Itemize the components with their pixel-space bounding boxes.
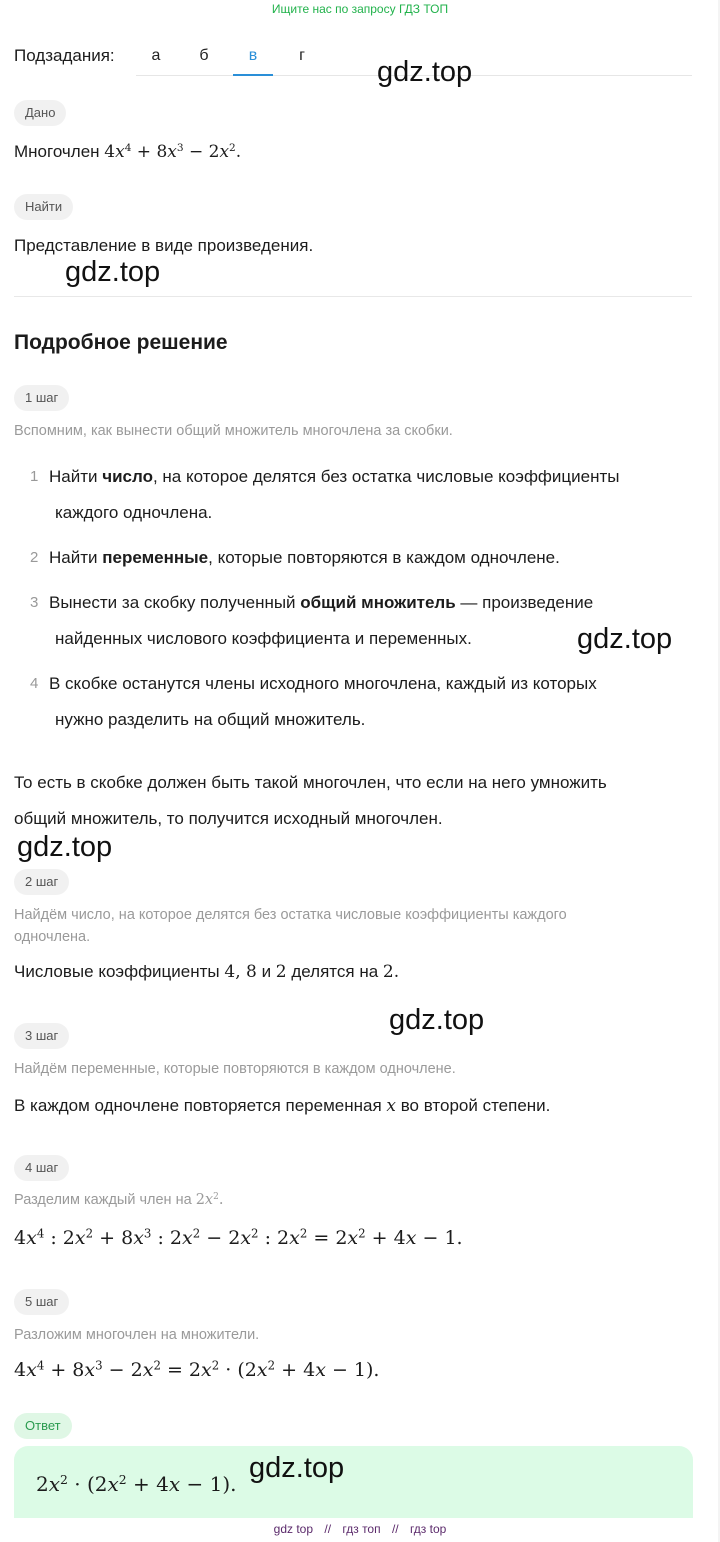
step3-text: В каждом одночлене повторяется переменная x во второй степени.: [14, 1096, 551, 1116]
watermark: gdz.top: [65, 256, 161, 288]
footer-links: [0, 1522, 720, 1536]
top-banner[interactable]: Ищите нас по запросу ГДЗ ТОП: [271, 2, 449, 16]
footer-link[interactable]: гдз top: [409, 1522, 447, 1536]
step3-pill: 3 шаг: [14, 1023, 69, 1049]
watermark: gdz.top: [249, 1452, 345, 1484]
subtasks-bar: [14, 44, 692, 76]
step4-hint: Разделим каждый член на $2x^2$.: [14, 1192, 224, 1208]
find-text: Представление в виде произведения.: [14, 236, 314, 255]
list-number: 2: [30, 549, 39, 566]
given-prefix: Многочлен: [14, 142, 100, 161]
watermark: gdz.top: [577, 623, 673, 655]
step2-text: Числовые коэффициенты 4, 8 и 2 делятся на 2.: [14, 962, 400, 982]
footer-separator: //: [391, 1522, 399, 1536]
step4-formula: $4x^4$ : $2x^2 + 8x^3$ : $2x^2 - 2x^2$ : $2x^2 = 2x^2 + 4x - 1$.: [14, 1226, 463, 1249]
step5-hint: Разложим многочлен на множители.: [14, 1327, 260, 1343]
tab-a[interactable]: а: [151, 47, 161, 64]
list-number: 3: [30, 594, 39, 611]
step1-hint: Вспомним, как вынести общий множитель многочлена за скобки.: [14, 423, 453, 439]
tab-v[interactable]: в: [233, 47, 273, 65]
footer-link[interactable]: гдз топ: [342, 1522, 381, 1536]
solution-title: Подробное решение: [14, 331, 228, 354]
subtasks-label: Подзадания:: [14, 46, 115, 65]
step5-pill: 5 шаг: [14, 1289, 69, 1315]
tab-b[interactable]: б: [199, 47, 209, 64]
list-number: 1: [30, 468, 39, 485]
footer-link[interactable]: gdz top: [273, 1522, 314, 1536]
watermark: gdz.top: [377, 56, 473, 88]
footer-separator: //: [324, 1522, 332, 1536]
step3-hint: Найдём переменные, которые повторяются в каждом одночлене.: [14, 1061, 456, 1077]
watermark: gdz.top: [389, 1004, 485, 1036]
step5-formula: $4x^4 + 8x^3 - 2x^2 = 2x^2 \cdot (2x^2 + 4x - 1)$.: [14, 1358, 380, 1381]
step1-summary-line2: общий множитель, то получится исходный многочлен.: [14, 809, 443, 828]
step1-pill: 1 шаг: [14, 385, 69, 411]
step1-summary-line1: То есть в скобке должен быть такой многочлен, что если на него умножить: [14, 773, 607, 792]
step2-hint: Найдём число, на которое делятся без остатка числовые коэффициенты каждого одночлена.: [14, 907, 567, 945]
answer-box: [14, 1446, 693, 1518]
find-pill: Найти: [14, 194, 73, 220]
watermark: gdz.top: [17, 831, 113, 863]
list-number: 4: [30, 675, 39, 692]
step4-pill: 4 шаг: [14, 1155, 69, 1181]
answer-pill: Ответ: [14, 1413, 72, 1439]
given-formula: $4x^4 + 8x^3 - 2x^2$.: [104, 142, 242, 162]
step2-pill: 2 шаг: [14, 869, 69, 895]
given-pill: Дано: [14, 100, 66, 126]
given-text: [14, 134, 241, 170]
section-divider: [14, 296, 692, 297]
answer-formula: $2x^2 \cdot (2x^2 + 4x - 1)$.: [36, 1472, 237, 1496]
tab-g[interactable]: г: [299, 47, 305, 64]
